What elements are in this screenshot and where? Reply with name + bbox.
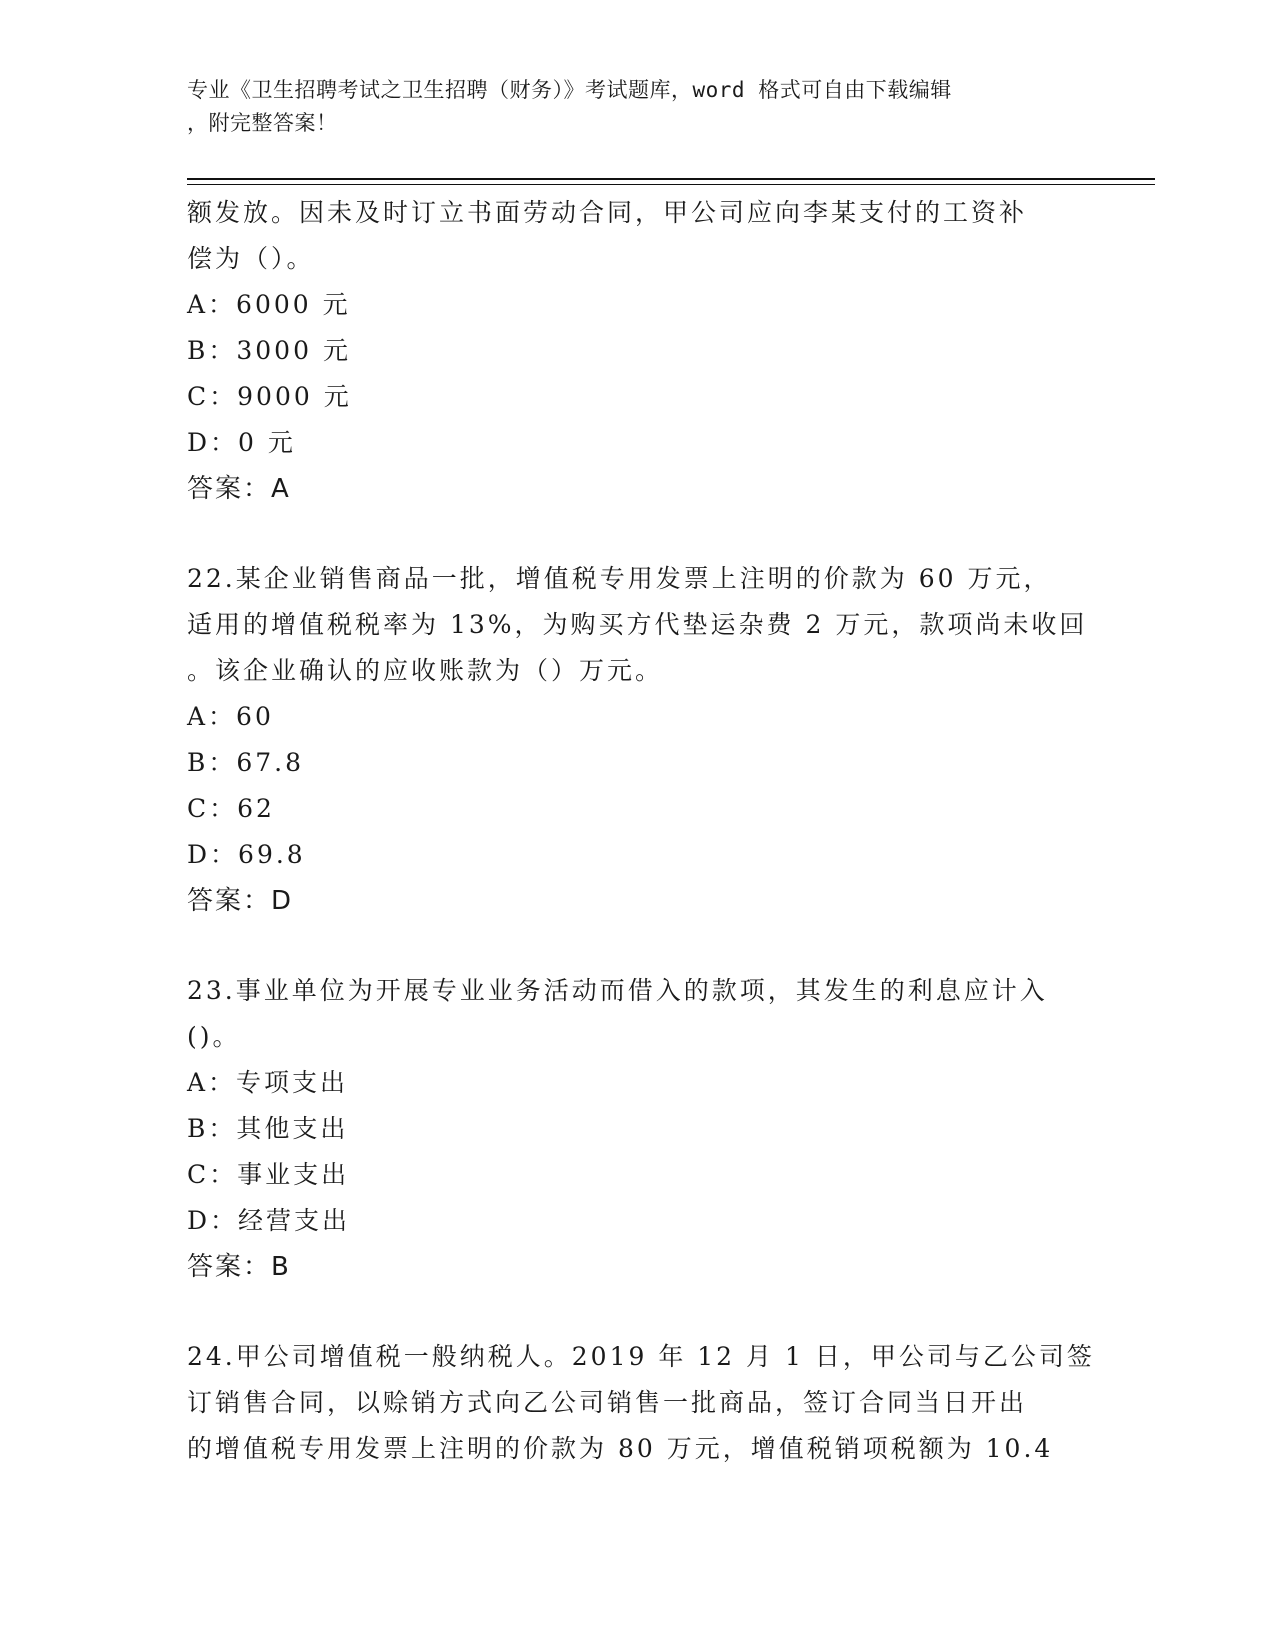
question-spacer [187,512,1087,556]
option-b: B：其他支出 [187,1114,349,1143]
question-text-line: 的增值税专用发票上注明的价款为 80 万元，增值税销项税额为 10.4 [187,1434,1054,1463]
option-d: D：69.8 [187,840,306,869]
question-list [187,190,1095,1472]
header-divider-thin [187,184,1155,185]
header-line-2: ，附完整答案！ [187,111,338,135]
question-23 [187,968,1087,1290]
question-text-line: 适用的增值税税率为 13%，为购买方代垫运杂费 2 万元，款项尚未收回 [187,610,1088,639]
answer-label: 答案：A [187,474,291,504]
answer-label: 答案：D [187,886,294,916]
option-d: D：0 元 [187,428,296,457]
question-text-line: 偿为（）。 [187,244,315,273]
option-b: B：67.8 [187,748,305,777]
option-a: A：6000 元 [187,290,351,319]
option-c: C：事业支出 [187,1160,350,1189]
option-d: D：经营支出 [187,1206,351,1235]
question-24 [187,1334,1095,1472]
question-text-line: 24.甲公司增值税一般纳税人。2019 年 12 月 1 日，甲公司与乙公司签 [187,1342,1095,1371]
option-a: A：专项支出 [187,1068,349,1097]
option-b: B：3000 元 [187,336,351,365]
option-c: C：9000 元 [187,382,352,411]
question-text-line: 额发放。因未及时订立书面劳动合同，甲公司应向李某支付的工资补 [187,198,1028,227]
question-text-line: 23.事业单位为开展专业业务活动而借入的款项，其发生的利息应计入 [187,976,1048,1005]
answer-label: 答案：B [187,1252,291,1282]
question-spacer [187,1290,1087,1334]
question-text-line: ()。 [187,1022,241,1051]
question-21 [187,190,1087,512]
option-a: A：60 [187,702,274,731]
question-22 [187,556,1087,924]
question-text-line: 22.某企业销售商品一批，增值税专用发票上注明的价款为 60 万元， [187,564,1052,593]
question-text-line: 。该企业确认的应收账款为（）万元。 [187,656,664,685]
header-line-1: 专业《卫生招聘考试之卫生招聘（财务）》考试题库，word 格式可自由下载编辑 [187,78,952,102]
document-header [187,74,1067,140]
question-text-line: 订销售合同，以赊销方式向乙公司销售一批商品，签订合同当日开出 [187,1388,1028,1417]
option-c: C：62 [187,794,275,823]
question-spacer [187,924,1087,968]
header-divider-thick [187,178,1155,180]
